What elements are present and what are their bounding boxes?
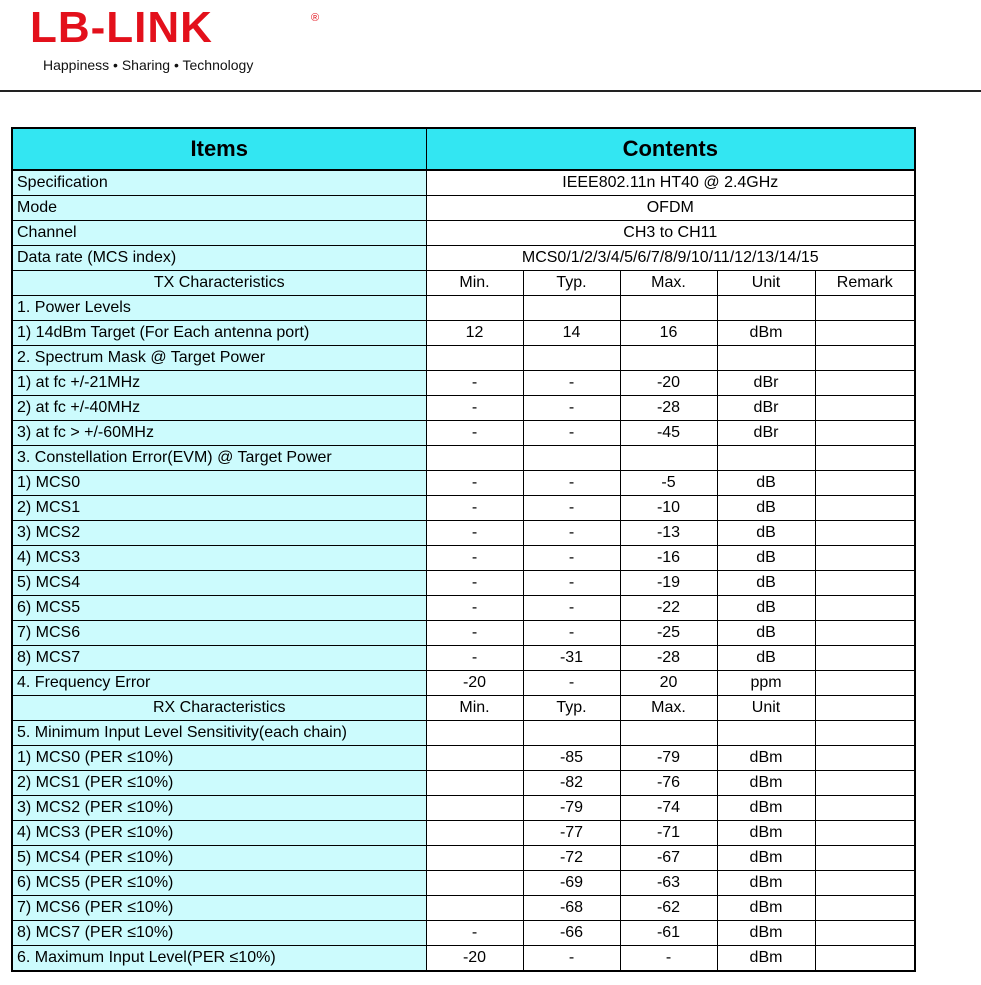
row-value-typ: -72 [523, 846, 620, 871]
row-value-min: - [426, 421, 523, 446]
row-value-typ: - [523, 546, 620, 571]
row-value-unit: dB [717, 646, 815, 671]
row-item-label: 2. Spectrum Mask @ Target Power [12, 346, 426, 371]
table-row [12, 746, 915, 771]
row-value-remark [815, 746, 915, 771]
row-value-max: -61 [620, 921, 717, 946]
row-item-label: 6. Maximum Input Level(PER ≤10%) [12, 946, 426, 972]
row-value-unit: dB [717, 471, 815, 496]
row-item-label: 4. Frequency Error [12, 671, 426, 696]
column-header-unit: Unit [717, 271, 815, 296]
spec-table [11, 127, 916, 972]
row-value-unit: ppm [717, 671, 815, 696]
row-value-min [426, 721, 523, 746]
table-row [12, 421, 915, 446]
row-item-label: 5) MCS4 (PER ≤10%) [12, 846, 426, 871]
row-value-unit: dBm [717, 871, 815, 896]
items-header: Items [12, 128, 426, 170]
row-value-max: -19 [620, 571, 717, 596]
row-value-unit [717, 296, 815, 321]
row-value-remark [815, 671, 915, 696]
table-row [12, 671, 915, 696]
table-row [12, 346, 915, 371]
table-row [12, 771, 915, 796]
row-value-max: -79 [620, 746, 717, 771]
row-item-label: 7) MCS6 [12, 621, 426, 646]
row-value-remark [815, 421, 915, 446]
row-value-unit: dBm [717, 321, 815, 346]
row-value-min: - [426, 471, 523, 496]
row-value-min [426, 796, 523, 821]
row-value-typ: - [523, 471, 620, 496]
row-value-unit: dBm [717, 921, 815, 946]
row-value-typ: - [523, 671, 620, 696]
table-body [12, 170, 915, 971]
row-value-unit: dBm [717, 821, 815, 846]
table-row [12, 446, 915, 471]
table-row [12, 221, 915, 246]
row-value-remark [815, 446, 915, 471]
table-row [12, 571, 915, 596]
row-value-max: -45 [620, 421, 717, 446]
row-value-min: - [426, 521, 523, 546]
table-row [12, 246, 915, 271]
row-value-typ: -85 [523, 746, 620, 771]
row-value-min: 12 [426, 321, 523, 346]
row-value-remark [815, 496, 915, 521]
row-value-min: - [426, 546, 523, 571]
row-value-typ [523, 346, 620, 371]
row-value-min [426, 896, 523, 921]
table-row [12, 521, 915, 546]
row-item-label: 4) MCS3 (PER ≤10%) [12, 821, 426, 846]
row-value-typ: -68 [523, 896, 620, 921]
row-value-remark [815, 646, 915, 671]
table-row [12, 796, 915, 821]
table-row [12, 871, 915, 896]
column-header-remark [815, 696, 915, 721]
row-value-unit: dBr [717, 371, 815, 396]
table-row [12, 821, 915, 846]
row-value-max: -13 [620, 521, 717, 546]
row-value-unit: dBm [717, 896, 815, 921]
row-value-max: 20 [620, 671, 717, 696]
table-row [12, 721, 915, 746]
row-value-min: - [426, 571, 523, 596]
row-value-typ: - [523, 371, 620, 396]
table-row [12, 496, 915, 521]
row-value-remark [815, 346, 915, 371]
row-value-typ: -82 [523, 771, 620, 796]
row-item-label: 3) MCS2 (PER ≤10%) [12, 796, 426, 821]
row-value-typ: -31 [523, 646, 620, 671]
table-row [12, 596, 915, 621]
header-divider [0, 90, 981, 92]
row-value-unit [717, 346, 815, 371]
row-value-remark [815, 521, 915, 546]
row-value-typ: -69 [523, 871, 620, 896]
row-value-typ: - [523, 596, 620, 621]
row-value-unit [717, 721, 815, 746]
table-row [12, 946, 915, 972]
row-value-min: -20 [426, 671, 523, 696]
row-value-max [620, 296, 717, 321]
row-value-min [426, 296, 523, 321]
column-header-typ: Typ. [523, 271, 620, 296]
row-item-label: 7) MCS6 (PER ≤10%) [12, 896, 426, 921]
row-value-remark [815, 471, 915, 496]
section-label: TX Characteristics [12, 271, 426, 296]
table-row [12, 170, 915, 196]
row-value-typ: - [523, 421, 620, 446]
row-value-typ [523, 721, 620, 746]
contents-header: Contents [426, 128, 915, 170]
row-value-max: -67 [620, 846, 717, 871]
table-row [12, 471, 915, 496]
table-row [12, 846, 915, 871]
row-value-unit: dBm [717, 796, 815, 821]
row-value-min [426, 846, 523, 871]
row-item-label: 1) MCS0 [12, 471, 426, 496]
row-value-remark [815, 846, 915, 871]
row-item-label: 3. Constellation Error(EVM) @ Target Power [12, 446, 426, 471]
row-item-label: 8) MCS7 [12, 646, 426, 671]
row-value-unit: dBm [717, 771, 815, 796]
row-value-max: -63 [620, 871, 717, 896]
row-value-max: -71 [620, 821, 717, 846]
row-value-typ: - [523, 621, 620, 646]
row-value-unit: dBm [717, 946, 815, 972]
registered-mark: ® [311, 12, 320, 24]
row-item-label: 8) MCS7 (PER ≤10%) [12, 921, 426, 946]
column-header-min: Min. [426, 696, 523, 721]
row-value-typ: - [523, 496, 620, 521]
row-value-typ: -77 [523, 821, 620, 846]
brand-tagline: Happiness • Sharing • Technology [43, 57, 254, 73]
row-value-typ: - [523, 521, 620, 546]
row-value-min [426, 821, 523, 846]
row-value-max: -22 [620, 596, 717, 621]
row-value-typ: 14 [523, 321, 620, 346]
row-value-min: - [426, 396, 523, 421]
row-value-unit: dBm [717, 746, 815, 771]
row-value-min [426, 771, 523, 796]
row-value-unit: dB [717, 496, 815, 521]
row-item-label: Data rate (MCS index) [12, 246, 426, 271]
row-value-unit: dBr [717, 396, 815, 421]
row-value-typ [523, 446, 620, 471]
table-row [12, 546, 915, 571]
row-value-remark [815, 946, 915, 972]
brand-wordmark: LB-LINK [30, 3, 213, 52]
row-value-remark [815, 896, 915, 921]
row-item-label: 3) MCS2 [12, 521, 426, 546]
row-item-label: 2) at fc +/-40MHz [12, 396, 426, 421]
row-value-min: - [426, 371, 523, 396]
row-value-min [426, 446, 523, 471]
row-value-typ: - [523, 571, 620, 596]
row-value-min: - [426, 646, 523, 671]
row-value-max: -10 [620, 496, 717, 521]
row-item-label: 2) MCS1 [12, 496, 426, 521]
row-item-label: Mode [12, 196, 426, 221]
row-value-max: -5 [620, 471, 717, 496]
row-value-remark [815, 721, 915, 746]
table-row [12, 296, 915, 321]
tx-characteristics-header [12, 271, 915, 296]
row-value-max: -20 [620, 371, 717, 396]
row-value-max [620, 721, 717, 746]
row-value-remark [815, 796, 915, 821]
row-value-max [620, 346, 717, 371]
row-value-min [426, 871, 523, 896]
row-value-min [426, 746, 523, 771]
row-value-remark [815, 771, 915, 796]
row-value-min: -20 [426, 946, 523, 972]
row-value-max: -74 [620, 796, 717, 821]
row-value-remark [815, 871, 915, 896]
column-header-typ: Typ. [523, 696, 620, 721]
section-label: RX Characteristics [12, 696, 426, 721]
row-item-label: 1) 14dBm Target (For Each antenna port) [12, 321, 426, 346]
row-value-typ: - [523, 396, 620, 421]
row-content-value: OFDM [426, 196, 915, 221]
row-item-label: 1) MCS0 (PER ≤10%) [12, 746, 426, 771]
column-header-max: Max. [620, 271, 717, 296]
row-value-min: - [426, 621, 523, 646]
row-value-max: -28 [620, 396, 717, 421]
table-row [12, 196, 915, 221]
row-value-unit: dB [717, 571, 815, 596]
row-value-remark [815, 321, 915, 346]
row-value-max: -62 [620, 896, 717, 921]
row-value-unit: dBm [717, 846, 815, 871]
row-value-remark [815, 396, 915, 421]
row-value-remark [815, 921, 915, 946]
table-row [12, 646, 915, 671]
row-value-typ [523, 296, 620, 321]
row-value-typ: -79 [523, 796, 620, 821]
row-value-max [620, 446, 717, 471]
row-value-min: - [426, 596, 523, 621]
column-header-unit: Unit [717, 696, 815, 721]
row-item-label: 6) MCS5 (PER ≤10%) [12, 871, 426, 896]
table-row [12, 371, 915, 396]
row-value-min: - [426, 496, 523, 521]
row-value-max: -76 [620, 771, 717, 796]
row-value-remark [815, 371, 915, 396]
table-row [12, 621, 915, 646]
row-item-label: 1) at fc +/-21MHz [12, 371, 426, 396]
row-value-max: 16 [620, 321, 717, 346]
row-value-unit: dB [717, 621, 815, 646]
row-item-label: 2) MCS1 (PER ≤10%) [12, 771, 426, 796]
row-value-remark [815, 596, 915, 621]
row-item-label: 4) MCS3 [12, 546, 426, 571]
row-item-label: 5. Minimum Input Level Sensitivity(each chain) [12, 721, 426, 746]
row-item-label: 3) at fc > +/-60MHz [12, 421, 426, 446]
column-header-remark: Remark [815, 271, 915, 296]
row-item-label: 1. Power Levels [12, 296, 426, 321]
row-item-label: 6) MCS5 [12, 596, 426, 621]
row-item-label: Channel [12, 221, 426, 246]
row-content-value: CH3 to CH11 [426, 221, 915, 246]
row-content-value: IEEE802.11n HT40 @ 2.4GHz [426, 170, 915, 196]
rx-characteristics-header [12, 696, 915, 721]
column-header-max: Max. [620, 696, 717, 721]
row-value-remark [815, 546, 915, 571]
row-value-unit [717, 446, 815, 471]
row-item-label: 5) MCS4 [12, 571, 426, 596]
row-value-typ: -66 [523, 921, 620, 946]
row-value-unit: dB [717, 521, 815, 546]
row-value-max: -16 [620, 546, 717, 571]
row-value-remark [815, 821, 915, 846]
row-value-max: -28 [620, 646, 717, 671]
column-header-min: Min. [426, 271, 523, 296]
row-value-unit: dB [717, 546, 815, 571]
brand-logo [30, 3, 330, 78]
row-value-typ: - [523, 946, 620, 972]
row-value-remark [815, 296, 915, 321]
table-row [12, 321, 915, 346]
row-value-max: -25 [620, 621, 717, 646]
row-value-min: - [426, 921, 523, 946]
table-row [12, 896, 915, 921]
row-value-remark [815, 621, 915, 646]
row-item-label: Specification [12, 170, 426, 196]
table-row [12, 921, 915, 946]
row-value-unit: dBr [717, 421, 815, 446]
row-content-value: MCS0/1/2/3/4/5/6/7/8/9/10/11/12/13/14/15 [426, 246, 915, 271]
row-value-unit: dB [717, 596, 815, 621]
row-value-min [426, 346, 523, 371]
table-header-row [12, 128, 915, 170]
table-row [12, 396, 915, 421]
row-value-remark [815, 571, 915, 596]
row-value-max: - [620, 946, 717, 972]
